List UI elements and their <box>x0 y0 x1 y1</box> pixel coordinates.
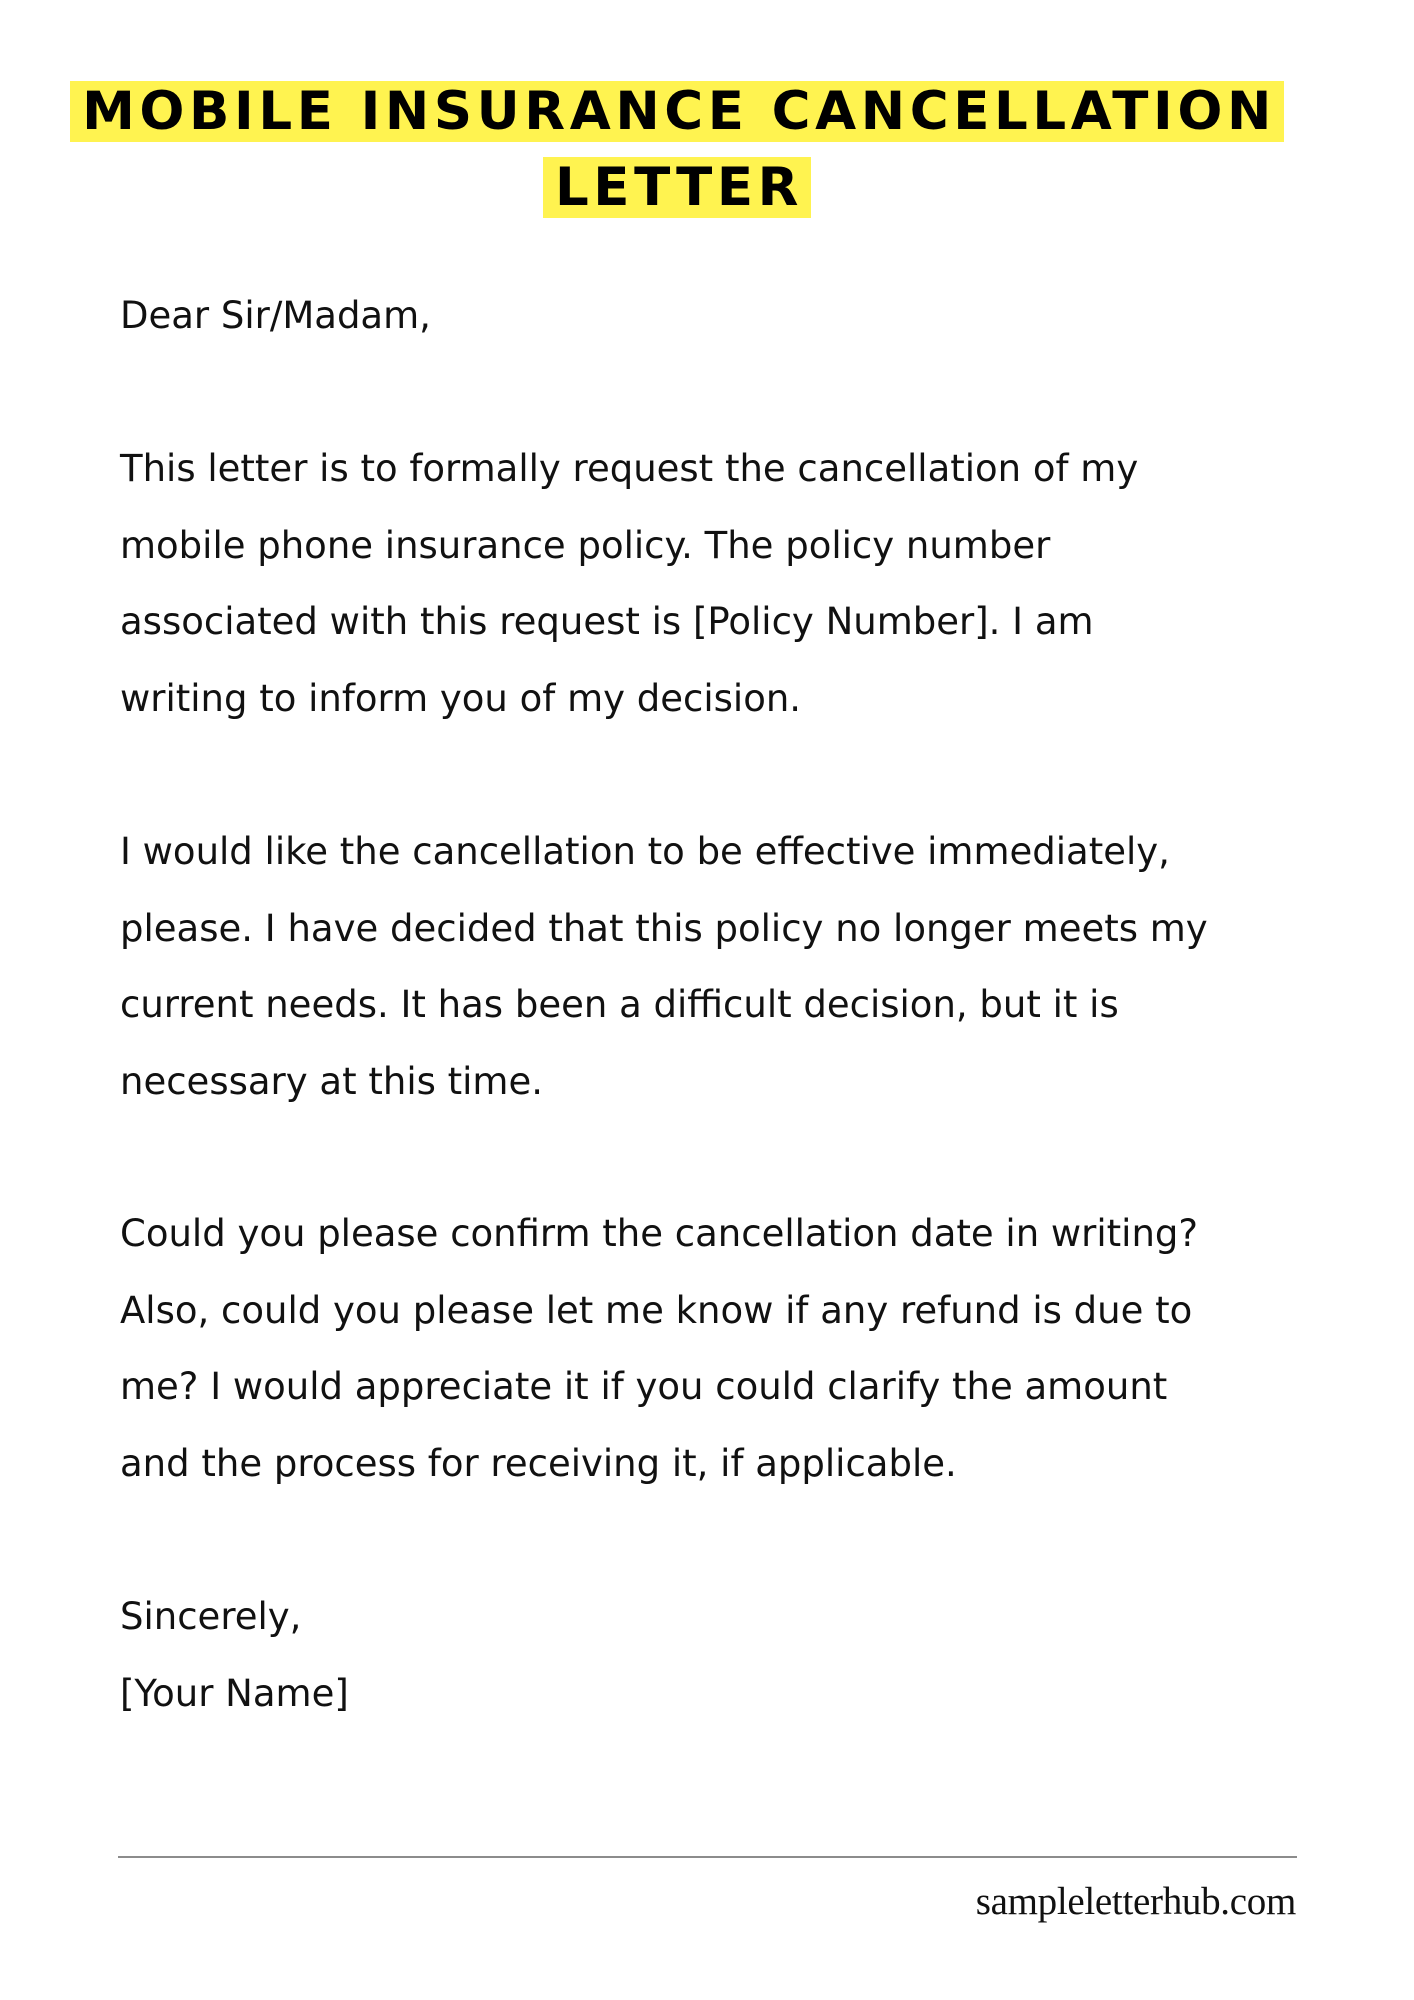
paragraph-2 <box>120 814 1400 1120</box>
footer-site: sampleletterhub.com <box>975 1880 1296 1923</box>
paragraph-line: This letter is to formally request the cancellation of my <box>120 447 1139 490</box>
paragraph-line: and the process for receiving it, if applicable. <box>120 1441 957 1485</box>
title-line-2: LETTER <box>554 157 804 218</box>
paragraph-line: I would like the cancellation to be effective immediately, <box>120 830 1170 873</box>
paragraph-line: writing to inform you of my decision. <box>120 676 802 720</box>
closing-block <box>120 1579 1400 1732</box>
paragraph-line: Also, could you please let me know if any refund is due to <box>120 1288 1193 1332</box>
paragraph-line: Could you please confirm the cancellation date in writing? <box>120 1212 1199 1255</box>
closing: Sincerely, <box>120 1595 302 1638</box>
title-line-1: MOBILE INSURANCE CANCELLATION <box>82 81 1276 142</box>
paragraph-line: current needs. It has been a difficult decision, but it is <box>120 983 1119 1026</box>
title-highlight <box>70 81 1284 218</box>
paragraph-line: please. I have decided that this policy no longer meets my <box>120 906 1208 950</box>
paragraph-line: necessary at this time. <box>120 1059 543 1103</box>
paragraph-line: mobile phone insurance policy. The policy number <box>120 523 1051 567</box>
paragraph-1 <box>120 431 1400 737</box>
paragraph-line: me? I would appreciate it if you could clarify the amount <box>120 1365 1168 1408</box>
salutation-block <box>120 278 1400 355</box>
paragraph-3 <box>120 1196 1400 1502</box>
paragraph-line: associated with this request is [Policy Number]. I am <box>120 600 1094 643</box>
page-title <box>0 74 1354 226</box>
salutation: Dear Sir/Madam, <box>120 294 431 337</box>
signature: [Your Name] <box>120 1671 349 1715</box>
footer-divider <box>118 1856 1297 1858</box>
